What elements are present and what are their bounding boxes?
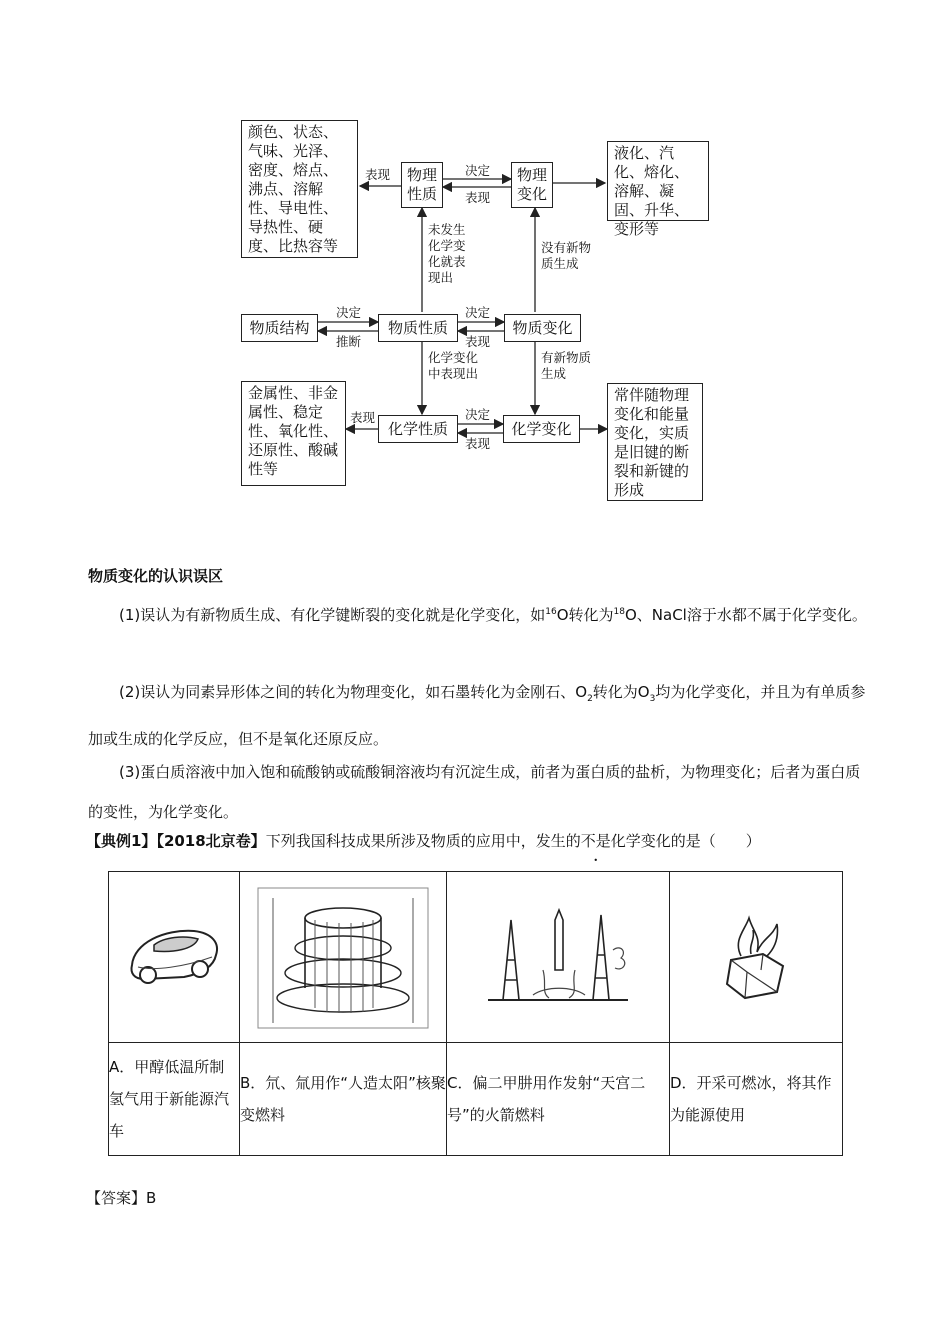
answer-label: 【答案】	[86, 1189, 147, 1207]
node-chemical-change-label: 化学变化	[511, 419, 572, 438]
point-1-text-a: 误认为有新物质生成、有化学键断裂的变化就是化学变化，如	[140, 606, 546, 624]
node-property	[378, 314, 458, 342]
chemical-change-description-text: 常伴随物理变化和能量变化，实质是旧键的断裂和新键的形成	[614, 386, 690, 499]
physical-change-list	[607, 141, 709, 238]
example-question-b: 化学变化的是（ ）	[610, 832, 761, 850]
label-show-change: 表现	[465, 334, 491, 349]
option-c-image	[447, 872, 670, 1043]
options-image-row	[109, 872, 843, 1043]
label-new-substance: 有新物质生成	[541, 350, 592, 381]
label-decide-structure: 决定	[336, 305, 362, 320]
point-2	[88, 672, 868, 759]
label-no-chem-change: 未发生化学变化就表现出	[428, 222, 466, 285]
node-physical-property	[401, 162, 443, 208]
option-b	[240, 1043, 447, 1156]
node-physical-property-label: 物理性质	[406, 166, 437, 203]
burning-ice-icon	[701, 900, 811, 1010]
chemical-change-description	[607, 383, 703, 501]
label-decide-physical: 决定	[465, 163, 491, 178]
point-3-number: (3)	[119, 763, 141, 781]
option-b-image	[240, 872, 447, 1043]
point-2-sub-3: 3	[649, 694, 656, 704]
point-1	[88, 592, 868, 635]
label-show-physical: 表现	[365, 167, 391, 182]
node-structure	[241, 314, 318, 342]
label-no-new-substance: 没有新物质生成	[541, 240, 592, 271]
label-in-chem-change: 化学变化中表现出	[428, 350, 479, 381]
label-decide-change: 决定	[465, 305, 491, 320]
point-1-number: (1)	[119, 606, 141, 624]
point-3	[88, 752, 868, 832]
answer-value: B	[146, 1189, 157, 1207]
point-1-isotope-18: 18	[613, 607, 625, 617]
example-question-a: 下列我国科技成果所涉及物质的应用中，发生的	[265, 832, 581, 850]
option-c-text: C．偏二甲肼用作发射“天宫二号”的火箭燃料	[447, 1074, 646, 1124]
node-property-label: 物质性质	[387, 318, 448, 337]
option-d-image	[670, 872, 843, 1043]
point-2-sub-2: 2	[587, 694, 593, 704]
example-emphasis: 不是	[580, 832, 611, 850]
node-structure-label: 物质结构	[249, 318, 310, 337]
options-table	[108, 871, 843, 1156]
option-d	[670, 1043, 843, 1156]
label-show-chemical: 表现	[350, 410, 376, 425]
chemical-properties-list-text: 金属性、非金属性、稳定性、氧化性、还原性、酸碱性等	[248, 384, 339, 478]
options-text-row	[109, 1043, 843, 1156]
point-1-text-b: O、NaCl溶于水都不属于化学变化。	[624, 606, 867, 624]
label-decide-chemical: 决定	[465, 407, 491, 422]
point-2-text-b: 转化为O	[592, 683, 650, 701]
physical-change-list-text: 液化、汽化、熔化、溶解、凝固、升华、变形等	[614, 144, 690, 238]
node-change-label: 物质变化	[512, 318, 573, 337]
point-1-isotope-16: 16	[545, 607, 557, 617]
node-chemical-change	[503, 415, 580, 443]
point-2-number: (2)	[119, 683, 141, 701]
node-physical-change	[511, 162, 553, 208]
label-show-physical-change: 表现	[465, 190, 491, 205]
option-a	[109, 1043, 240, 1156]
rocket-launch-icon	[483, 900, 633, 1010]
node-change	[504, 314, 581, 342]
chemical-properties-list	[241, 381, 346, 486]
node-chemical-property	[378, 415, 458, 443]
fusion-reactor-icon	[253, 878, 433, 1033]
option-a-image	[109, 872, 240, 1043]
methanol-car-icon	[124, 915, 224, 995]
option-a-text: A．甲醇低温所制氢气用于新能源汽车	[109, 1058, 230, 1140]
example-question	[86, 826, 866, 856]
point-3-text: 蛋白质溶液中加入饱和硫酸钠或硫酸铜溶液均有沉淀生成，前者为蛋白质的盐析，为物理变化；后者为蛋白质的变性，为化学变化。	[88, 763, 861, 821]
point-2-text-c: 均为化学变化，并且为有单质参加或生成的化学反应，但不是氧化还原反应。	[88, 683, 866, 748]
label-infer: 推断	[336, 334, 362, 349]
label-show-chemical-change: 表现	[465, 436, 491, 451]
physical-properties-list	[241, 120, 358, 258]
answer-line	[86, 1183, 866, 1213]
option-c	[447, 1043, 670, 1156]
example-source: 【2018北京卷】	[156, 832, 266, 850]
example-tag: 【典例1】	[86, 832, 157, 850]
section-title: 物质变化的认识误区	[88, 567, 224, 585]
point-1-o1: O转化为	[556, 606, 614, 624]
node-chemical-property-label: 化学性质	[387, 419, 448, 438]
point-2-text-a: 误认为同素异形体之间的转化为物理变化，如石墨转化为金刚石、O	[140, 683, 588, 701]
node-physical-change-label: 物理变化	[516, 166, 547, 203]
physical-properties-list-text: 颜色、状态、气味、光泽、密度、熔点、沸点、溶解性、导电性、导热性、硬度、比热容等	[248, 123, 339, 255]
option-b-text: B．氘、氚用作“人造太阳”核聚变燃料	[240, 1074, 446, 1124]
option-d-text: D．开采可燃冰，将其作为能源使用	[670, 1074, 832, 1124]
